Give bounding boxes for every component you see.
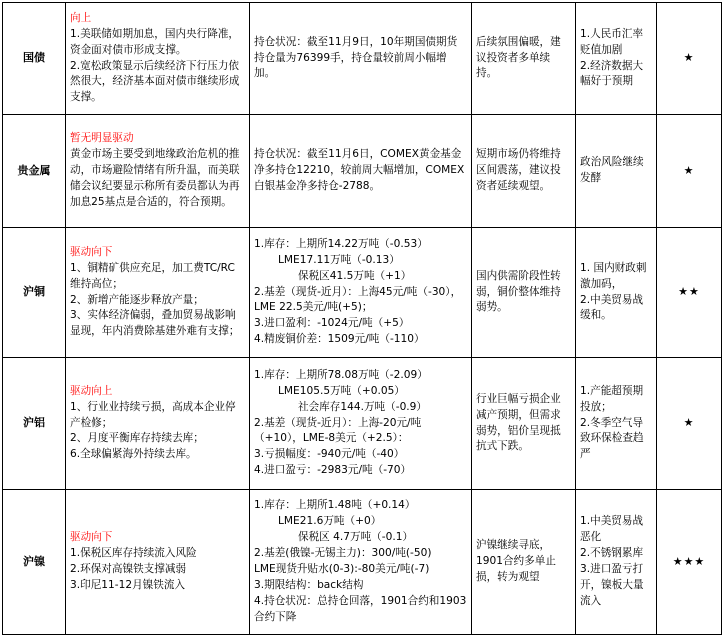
direction-label: 驱动向下 bbox=[70, 245, 113, 258]
fundamentals-cell bbox=[250, 490, 472, 635]
table-row bbox=[3, 3, 722, 115]
drivers-cell bbox=[66, 115, 250, 228]
risk-text: 政治风险继续发酵 bbox=[580, 156, 644, 184]
rating-stars: ★ bbox=[657, 358, 722, 490]
outlook-text: 行业巨幅亏损企业减产预期，但需求弱势，铝价呈现抵抗式下跌。 bbox=[476, 392, 561, 453]
commodity-name: 贵金属 bbox=[3, 115, 66, 228]
driver-text: 3、实体经济偏弱，叠加贸易战影响显现，年内消费除基建外难有支撑； bbox=[70, 309, 240, 338]
fundamental-text: 1.库存：上期所78.08万吨（-2.09） bbox=[254, 368, 428, 381]
driver-text: 2.环保对高镍铁支撑减弱 bbox=[70, 563, 187, 575]
driver-text: 黄金市场主要受到地缘政治危机的推动，市场避险情绪有所升温，而美联储会议纪要显示称所有委员都认为再加息25基点是合适的，符合预期。 bbox=[70, 148, 240, 208]
risk-cell bbox=[576, 228, 657, 358]
fundamental-text: LME105.5万吨（+0.05） bbox=[278, 384, 405, 397]
outlook-text: 沪镍继续寻底，1901合约多单止损，转为观望 bbox=[476, 539, 556, 583]
table-row bbox=[3, 358, 722, 490]
drivers-cell bbox=[66, 358, 250, 490]
outlook-text: 国内供需阶段性转弱，铜价整体维持弱势。 bbox=[476, 269, 561, 314]
fundamental-text: 3.亏损幅度：-940元/吨（-40） bbox=[254, 448, 405, 461]
commodity-name: 沪铝 bbox=[3, 358, 66, 490]
commodity-name: 国债 bbox=[3, 3, 66, 115]
fundamentals-cell bbox=[250, 115, 472, 228]
risk-text: 1.中美贸易战恶化 bbox=[580, 515, 644, 544]
driver-text: 2.宽松政策显示后续经济下行压力依然很大，经济基本面对债市继续形成支撑。 bbox=[70, 59, 240, 104]
fundamental-text: 持仓状况：截至11月6日，COMEX黄金基金净多持仓12210，较前周大幅增加，COMEX白银基金净多持仓-2788。 bbox=[254, 148, 465, 192]
risk-cell bbox=[576, 358, 657, 490]
fundamental-text: 4.持仓状况：总持仓回落，1901合约和1903合约下降 bbox=[254, 594, 467, 623]
risk-text: 2.冬季空气导致环保检查趋严 bbox=[580, 416, 644, 461]
fundamental-text: 1.库存：上期所14.22万吨（-0.53） bbox=[254, 237, 428, 250]
direction-label: 向上 bbox=[70, 11, 92, 24]
fundamental-text: 2.基差（现货-近月）：上海45元/吨（-30），LME 22.5美元/吨(+5)； bbox=[254, 285, 462, 314]
commodity-name: 沪铜 bbox=[3, 228, 66, 358]
fundamental-text: 3.进口盈利：-1024元/吨（+5） bbox=[254, 317, 410, 330]
fundamental-text: 持仓状况：截至11月9日，10年期国债期货持仓量为76399手，持仓量较前周小幅增加。 bbox=[254, 35, 458, 80]
driver-text: 1、铜精矿供应充足，加工费TC/RC维持高位； bbox=[70, 261, 235, 290]
outlook-cell bbox=[472, 228, 576, 358]
risk-text: 2.经济数据大幅好于预期 bbox=[580, 59, 644, 88]
outlook-text: 短期市场仍将维持区间震荡，建议投资者延续观望。 bbox=[476, 148, 561, 192]
risk-text: 1.产能超预期投放； bbox=[580, 384, 644, 413]
fundamental-text: 3.期限结构：back结构 bbox=[254, 578, 364, 591]
risk-text: 2.中美贸易战缓和。 bbox=[580, 293, 644, 322]
outlook-cell bbox=[472, 115, 576, 228]
outlook-text: 后续氛围偏暖，建议投资者多单续持。 bbox=[476, 35, 561, 80]
drivers-cell bbox=[66, 3, 250, 115]
commodity-name: 沪镍 bbox=[3, 490, 66, 635]
driver-text: 6.全球偏紧海外持续去库。 bbox=[70, 448, 197, 461]
outlook-cell bbox=[472, 490, 576, 635]
risk-text: 3.进口盈亏打开，镍板大量流入 bbox=[580, 563, 644, 607]
direction-label: 驱动向上 bbox=[70, 384, 113, 397]
driver-text: 1.美联储如期加息，国内央行降准，资金面对债市形成支撑。 bbox=[70, 27, 240, 56]
outlook-cell bbox=[472, 3, 576, 115]
fundamental-text: 保税区41.5万吨（+1） bbox=[298, 269, 412, 282]
fundamental-text: 4.进口盈亏：-2983元/吨（-70） bbox=[254, 464, 412, 477]
rating-stars: ★ bbox=[657, 3, 722, 115]
commodity-report-table bbox=[2, 2, 722, 635]
fundamental-text: LME21.6万吨（+0） bbox=[278, 515, 382, 528]
driver-text: 2、新增产能逐步释放产量； bbox=[70, 293, 204, 306]
outlook-cell bbox=[472, 358, 576, 490]
fundamentals-cell bbox=[250, 3, 472, 115]
driver-text: 2、月度平衡库存持续去库； bbox=[70, 432, 204, 445]
drivers-cell bbox=[66, 228, 250, 358]
fundamental-text: 社会库存144.万吨（-0.9） bbox=[298, 400, 428, 413]
fundamental-text: LME17.11万吨（-0.13） bbox=[278, 253, 400, 266]
driver-text: 1、行业业持续亏损，高成本企业停产检修； bbox=[70, 400, 236, 429]
fundamentals-cell bbox=[250, 358, 472, 490]
fundamental-text: 4.精废铜价差：1509元/吨（-110） bbox=[254, 333, 425, 346]
fundamentals-cell bbox=[250, 228, 472, 358]
fundamental-text: 2.基差（现货-近月）：上海-20元/吨（+10），LME-8美元（+2.5）： bbox=[254, 416, 422, 445]
risk-text: 1.人民币汇率贬值加剧 bbox=[580, 27, 644, 56]
risk-cell bbox=[576, 115, 657, 228]
table-row bbox=[3, 490, 722, 635]
drivers-cell bbox=[66, 490, 250, 635]
risk-cell bbox=[576, 3, 657, 115]
driver-text: 3.印尼11-12月镍铁流入 bbox=[70, 578, 186, 591]
driver-text: 1.保税区库存持续流入风险 bbox=[70, 547, 197, 560]
fundamental-text: 2.基差(俄镍-无锡主力)：300/吨(-50) bbox=[254, 547, 432, 560]
risk-cell bbox=[576, 490, 657, 635]
fundamental-text: 保税区 4.7万吨（-0.1） bbox=[298, 531, 414, 544]
risk-text: 1. 国内财政刺激加码， bbox=[580, 261, 647, 290]
direction-label: 驱动向下 bbox=[70, 531, 113, 544]
rating-stars: ★★ bbox=[657, 228, 722, 358]
direction-label: 暂无明显驱动 bbox=[70, 132, 134, 145]
table-row bbox=[3, 115, 722, 228]
rating-stars: ★★★ bbox=[657, 490, 722, 635]
fundamental-text: LME现货升贴水(0-3):-80美元/吨(-7) bbox=[254, 563, 430, 575]
table-row bbox=[3, 228, 722, 358]
rating-stars: ★ bbox=[657, 115, 722, 228]
fundamental-text: 1.库存：上期所1.48吨（+0.14） bbox=[254, 499, 416, 512]
risk-text: 2.不锈钢累库 bbox=[580, 547, 644, 560]
